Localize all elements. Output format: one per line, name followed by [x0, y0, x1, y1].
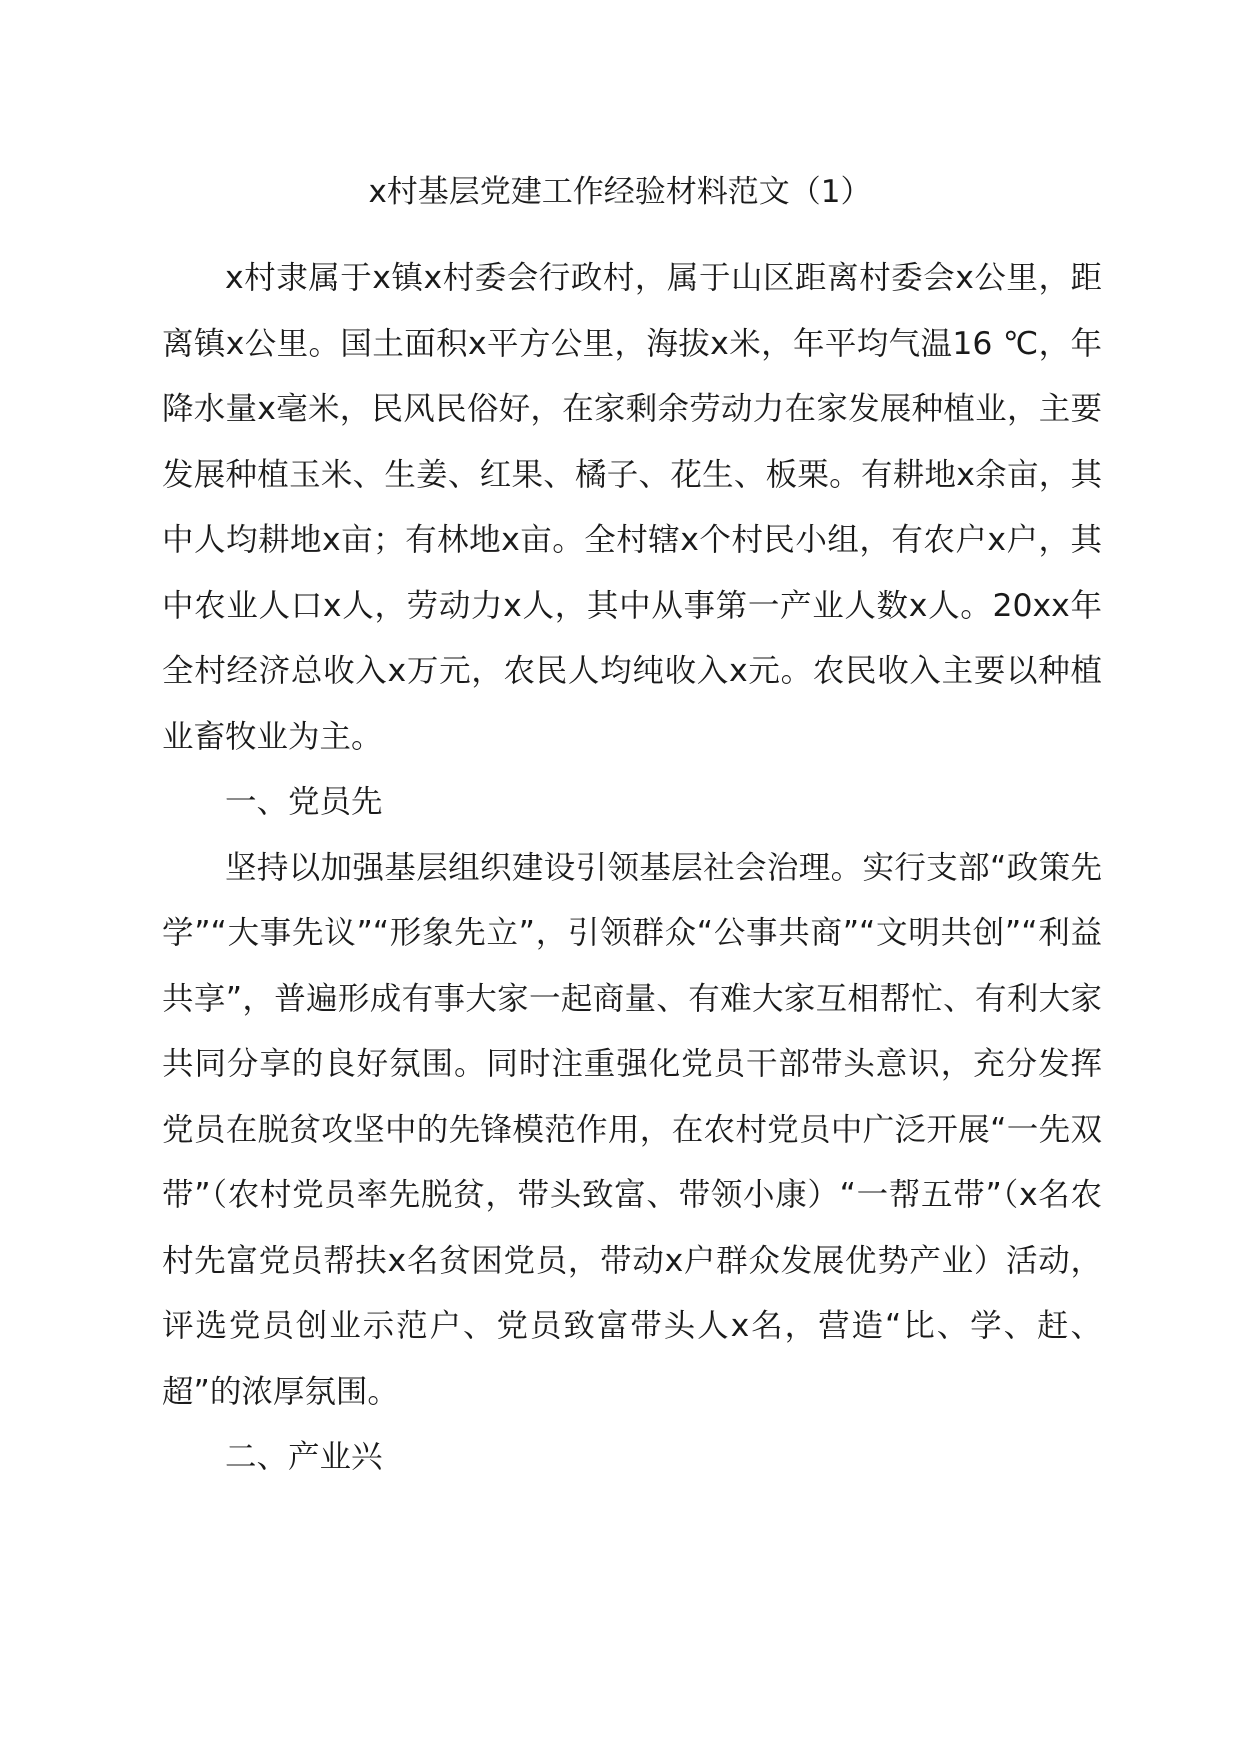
section-heading-2: 二、产业兴: [225, 1439, 383, 1475]
document-body: [162, 246, 1102, 1491]
paragraph-village-overview: x村隶属于x镇x村委会行政村，属于山区距离村委会x公里，距离镇x公里。国土面积x平方公里，海拔x米，年平均气温16 ℃，年降水量x毫米，民风民俗好，在家剩余劳动力在家发展种植业，主要发展种植玉米、生姜、红果、橘子、花生、板栗。有耕地x余亩，其中人均耕地x亩；有林地x亩。全村辖x个村民小组，有农户x户，其中农业人口x人，劳动力x人，其中从事第一产业人数x人。20xx年全村经济总收入x万元，农民人均纯收入x元。农民收入主要以种植业畜牧业为主。: [162, 260, 1102, 755]
section-heading-1: 一、党员先: [225, 784, 383, 820]
paragraph-party-members: 坚持以加强基层组织建设引领基层社会治理。实行支部“政策先学”“大事先议”“形象先立”，引领群众“公事共商”“文明共创”“利益共享”，普遍形成有事大家一起商量、有难大家互相帮忙、有利大家共同分享的良好氛围。同时注重强化党员干部带头意识，充分发挥党员在脱贫攻坚中的先锋模范作用，在农村党员中广泛开展“一先双带”（农村党员率先脱贫，带头致富、带领小康）“一帮五带”（x名农村先富党员帮扶x名贫困党员，带动x户群众发展优势产业）活动，评选党员创业示范户、党员致富带头人x名，营造“比、学、赶、超”的浓厚氛围。: [162, 849, 1102, 1410]
document-title: x村基层党建工作经验材料范文（1）: [368, 174, 872, 210]
